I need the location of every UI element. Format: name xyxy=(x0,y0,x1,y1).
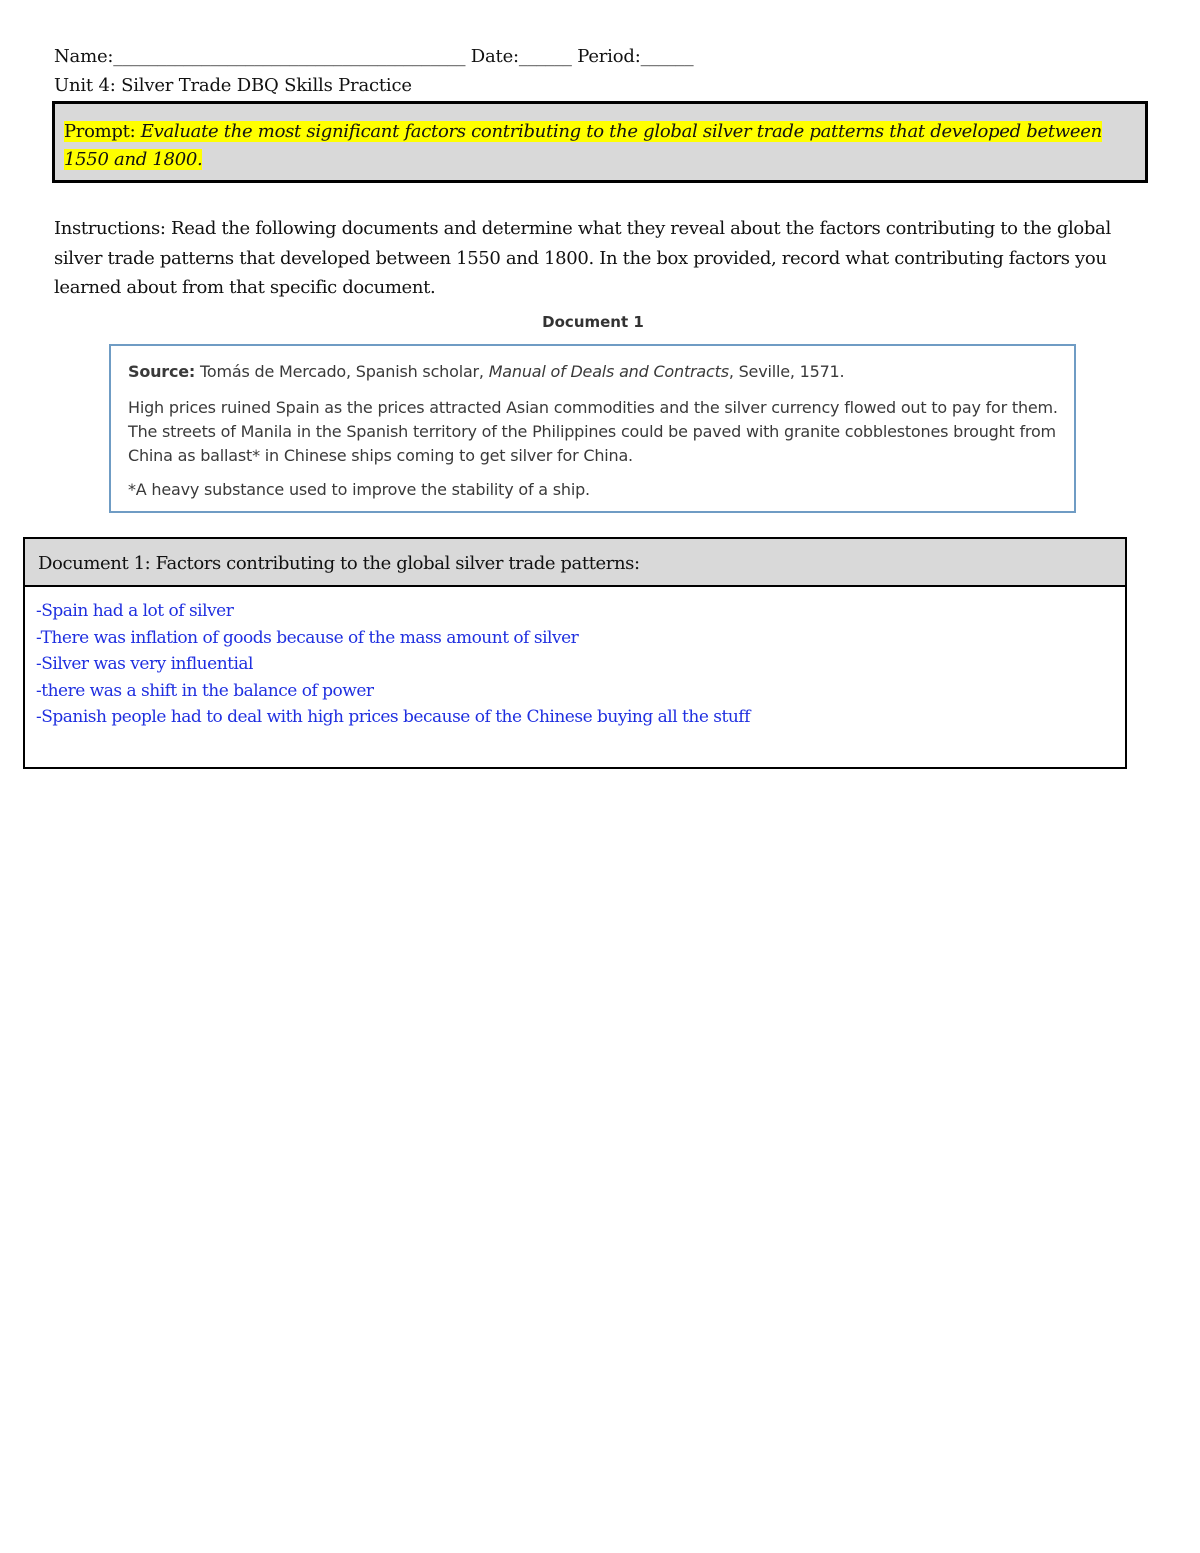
source-label: Source: xyxy=(128,362,196,381)
response-header xyxy=(25,539,1125,587)
source-place-date: , Seville, 1571. xyxy=(728,362,845,381)
response-header-text: Document 1: Factors contributing to the global silver trade patterns: xyxy=(38,553,640,574)
prompt-question: Evaluate the most significant factors contributing to the global silver trade patterns that developed between 1550 and 1800. xyxy=(64,121,1102,170)
answer-item[interactable]: -Spain had a lot of silver xyxy=(36,601,234,621)
source-quote: High prices ruined Spain as the prices attracted Asian commodities and the silver currency flowed out to pay for them. The streets of Manila in the Spanish territory of the Philippines could be paved with granite cobblestones brought from China as ballast* in Chinese ships coming to get silver for China. xyxy=(128,398,1058,465)
document-1-response-table xyxy=(23,537,1127,769)
response-answers[interactable] xyxy=(36,598,750,731)
name-date-period-line[interactable]: Name:________________________________________ Date:______ Period:______ xyxy=(54,46,694,67)
document-1-heading: Document 1 xyxy=(542,313,644,331)
answer-item[interactable]: -There was inflation of goods because of the mass amount of silver xyxy=(36,627,579,648)
prompt-label: Prompt: xyxy=(64,121,141,142)
source-citation xyxy=(128,362,844,381)
source-footnote: *A heavy substance used to improve the stability of a ship. xyxy=(128,480,590,499)
answer-item[interactable]: -Silver was very influential xyxy=(36,654,253,674)
document-1-source-box xyxy=(109,344,1076,513)
answer-item[interactable]: -Spanish people had to deal with high prices because of the Chinese buying all the stuff xyxy=(36,707,750,727)
source-author: Tomás de Mercado, Spanish scholar, xyxy=(200,362,484,381)
prompt-box xyxy=(52,101,1148,183)
answer-item[interactable]: -there was a shift in the balance of power xyxy=(36,680,374,701)
source-title: Manual of Deals and Contracts xyxy=(488,362,729,381)
instructions: Instructions: Read the following documents and determine what they reveal about the factors contributing to the global silver trade patterns that developed between 1550 and 1800. In the box provided, record what contributing factors you learned about from that specific document. xyxy=(54,218,1111,298)
unit-title: Unit 4: Silver Trade DBQ Skills Practice xyxy=(54,75,412,96)
prompt-text xyxy=(64,118,1124,174)
